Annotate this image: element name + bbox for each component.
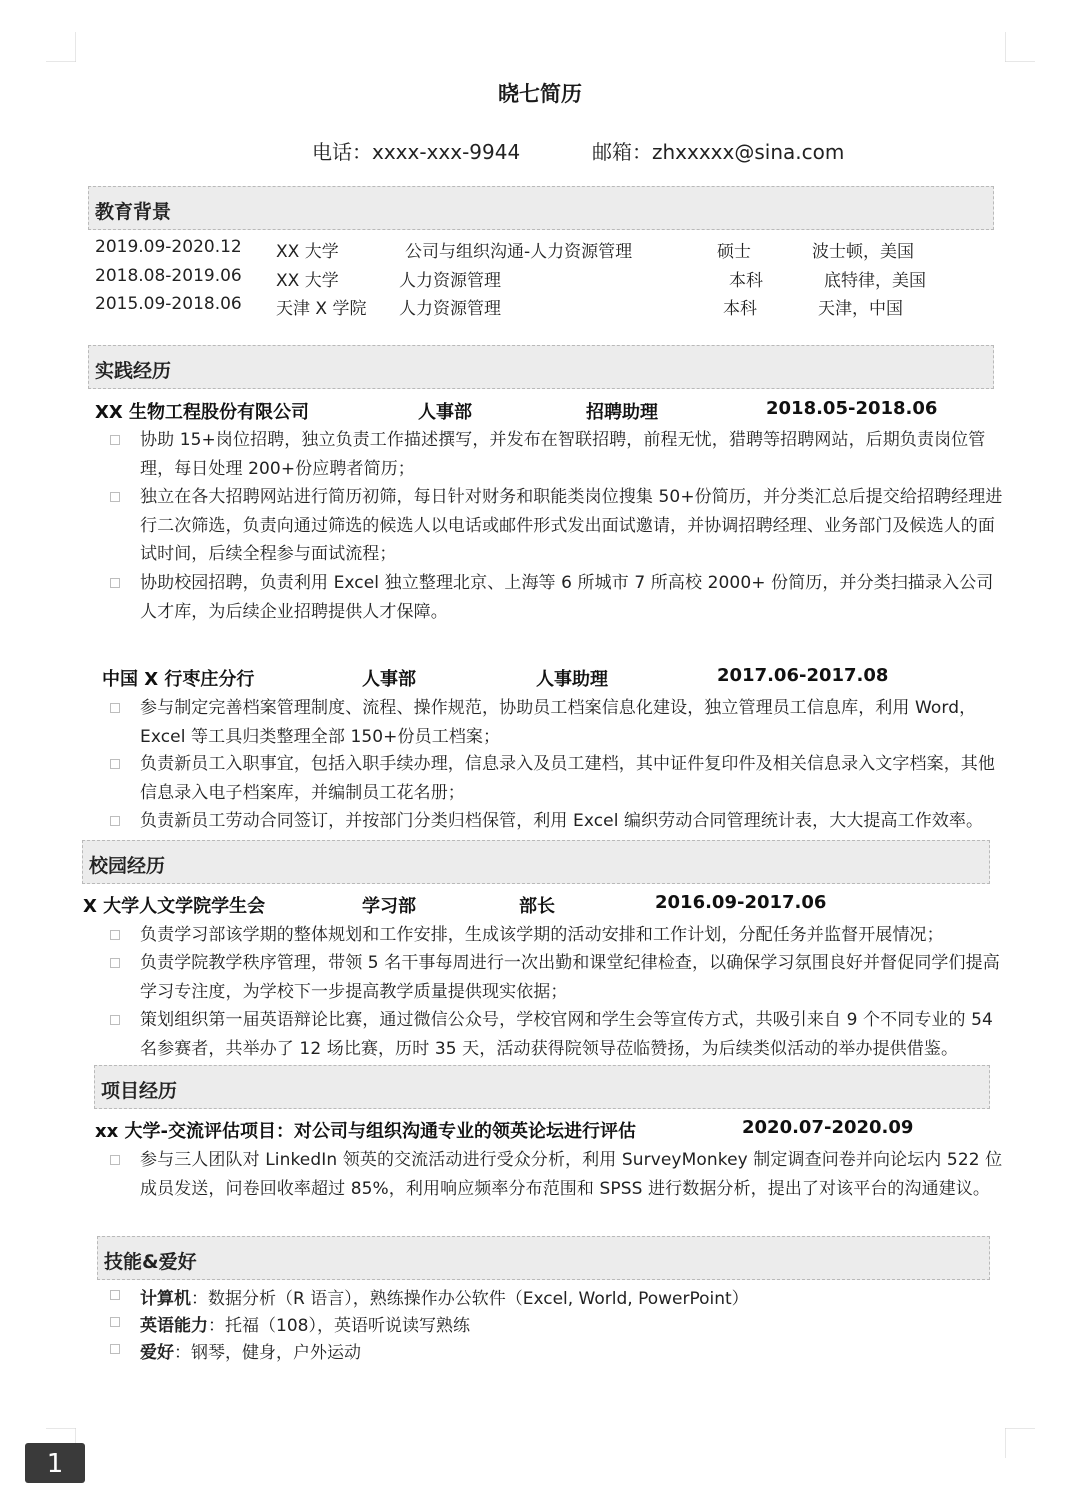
edu-date: 2018.08-2019.06: [95, 266, 242, 286]
skill-label: 英语能力: [140, 1316, 208, 1336]
checkbox-bullet: [110, 930, 120, 940]
project-bullet: 参与三人团队对 LinkedIn 领英的交流活动进行受众分析，利用 SurveyMonkey 制定调查问卷并向论坛内 522 位成员发送，问卷回收率超过 85%，利用响应频率分布范围和 SPSS 进行数据分析，提出了对该平台的沟通建议。: [140, 1150, 1003, 1199]
corner-mark-top-right: [1005, 32, 1035, 62]
section-title: 教育背景: [95, 201, 172, 223]
campus-bullet: 负责学习部该学期的整体规划和工作安排，生成该学期的活动安排和工作计划，分配任务并监督开展情况；: [140, 925, 944, 945]
edu-date: 2019.09-2020.12: [95, 237, 242, 257]
checkbox-bullet: [110, 1015, 120, 1025]
project-date: 2020.07-2020.09: [742, 1117, 914, 1138]
practice-dept: 人事部: [418, 402, 472, 423]
section-header-campus: [82, 840, 990, 884]
campus-org: X 大学人文学院学生会: [83, 896, 266, 917]
practice-role: 招聘助理: [586, 402, 658, 423]
campus-date: 2016.09-2017.06: [655, 892, 827, 913]
practice-date: 2017.06-2017.08: [717, 665, 889, 686]
edu-location: 波士顿，美国: [812, 242, 914, 262]
section-header-skills: [97, 1236, 990, 1280]
page-title: 晓七简历: [498, 82, 582, 106]
contact-email: 邮箱：zhxxxxx@sina.com: [592, 140, 845, 164]
section-title: 实践经历: [95, 360, 172, 382]
campus-dept: 学习部: [362, 896, 416, 917]
edu-major: 公司与组织沟通-人力资源管理: [405, 242, 633, 262]
skill-label: 计算机: [140, 1289, 191, 1309]
page-number-badge[interactable]: 1: [25, 1443, 85, 1483]
edu-degree: 本科: [729, 271, 763, 291]
checkbox-bullet: [110, 816, 120, 826]
checkbox-bullet: [110, 1155, 120, 1165]
section-header-practice: [88, 345, 994, 389]
practice-bullet: 负责新员工入职事宜，包括入职手续办理，信息录入及员工建档，其中证件复印件及相关信息录入文字档案，其他信息录入电子档案库，并编制员工花名册；: [140, 754, 995, 803]
section-header-project: [94, 1065, 990, 1109]
skill-text: ：钢琴，健身，户外运动: [174, 1343, 361, 1363]
campus-bullet: 策划组织第一届英语辩论比赛，通过微信公众号，学校官网和学生会等宣传方式，共吸引来自 9 个不同专业的 54 名参赛者，共举办了 12 场比赛，历时 35 天，活动获得院领导莅临赞扬，为后续类似活动的举办提供借鉴。: [140, 1010, 993, 1059]
practice-bullet: 参与制定完善档案管理制度、流程、操作规范，协助员工档案信息化建设，独立管理员工信息库，利用 Word，Excel 等工具归类整理全部 150+份员工档案；: [140, 698, 977, 747]
checkbox-bullet: [110, 1344, 120, 1354]
checkbox-bullet: [110, 1290, 120, 1300]
section-title: 技能&爱好: [104, 1251, 197, 1273]
edu-degree: 硕士: [717, 242, 751, 262]
practice-dept: 人事部: [362, 669, 416, 690]
edu-school: XX 大学: [276, 271, 339, 291]
practice-bullet: 协助校园招聘，负责利用 Excel 独立整理北京、上海等 6 所城市 7 所高校 2000+ 份简历，并分类扫描录入公司人才库，为后续企业招聘提供人才保障。: [140, 573, 994, 622]
checkbox-bullet: [110, 703, 120, 713]
skill-text: ：托福（108），英语听说读写熟练: [208, 1316, 470, 1336]
practice-bullet: 独立在各大招聘网站进行简历初筛，每日针对财务和职能类岗位搜集 50+份简历，并分类汇总后提交给招聘经理进行二次筛选，负责向通过筛选的候选人以电话或邮件形式发出面试邀请，并协调招聘经理、业务部门及候选人的面试时间，后续全程参与面试流程；: [140, 487, 1003, 564]
corner-mark-bottom-right: [1005, 1428, 1035, 1458]
edu-date: 2015.09-2018.06: [95, 294, 242, 314]
practice-bullet: 协助 15+岗位招聘，独立负责工作描述撰写，并发布在智联招聘，前程无忧，猎聘等招聘网站，后期负责岗位管理，每日处理 200+份应聘者简历；: [140, 430, 986, 479]
edu-degree: 本科: [723, 299, 757, 319]
skill-item: [140, 1311, 470, 1336]
skill-item: [140, 1284, 749, 1309]
edu-school: XX 大学: [276, 242, 339, 262]
checkbox-bullet: [110, 492, 120, 502]
corner-mark-top-left: [46, 32, 76, 62]
checkbox-bullet: [110, 578, 120, 588]
campus-bullet: 负责学院教学秩序管理，带领 5 名干事每周进行一次出勤和课堂纪律检查，以确保学习氛围良好并督促同学们提高学习专注度，为学校下一步提高教学质量提供现实依据；: [140, 953, 1000, 1002]
checkbox-bullet: [110, 958, 120, 968]
edu-location: 天津，中国: [818, 299, 903, 319]
practice-org: XX 生物工程股份有限公司: [95, 402, 310, 423]
section-title: 项目经历: [101, 1080, 178, 1102]
practice-bullet: 负责新员工劳动合同签订，并按部门分类归档保管，利用 Excel 编织劳动合同管理统计表，大大提高工作效率。: [140, 811, 984, 831]
contact-phone: 电话：xxxx-xxx-9944: [312, 140, 521, 164]
checkbox-bullet: [110, 435, 120, 445]
section-header-education: [88, 186, 994, 230]
project-name: xx 大学-交流评估项目：对公司与组织沟通专业的领英论坛进行评估: [95, 1121, 636, 1142]
edu-major: 人力资源管理: [399, 271, 501, 291]
skill-label: 爱好: [140, 1343, 174, 1363]
skill-item: [140, 1338, 361, 1363]
edu-school: 天津 X 学院: [276, 299, 367, 319]
practice-date: 2018.05-2018.06: [766, 398, 938, 419]
edu-location: 底特律，美国: [824, 271, 926, 291]
checkbox-bullet: [110, 1317, 120, 1327]
practice-role: 人事助理: [536, 669, 608, 690]
section-title: 校园经历: [89, 855, 166, 877]
checkbox-bullet: [110, 759, 120, 769]
practice-org: 中国 X 行枣庄分行: [102, 669, 255, 690]
skill-text: ：数据分析（R 语言），熟练操作办公软件（Excel, World, PowerPoint）: [191, 1289, 749, 1309]
campus-role: 部长: [519, 896, 555, 917]
edu-major: 人力资源管理: [399, 299, 501, 319]
